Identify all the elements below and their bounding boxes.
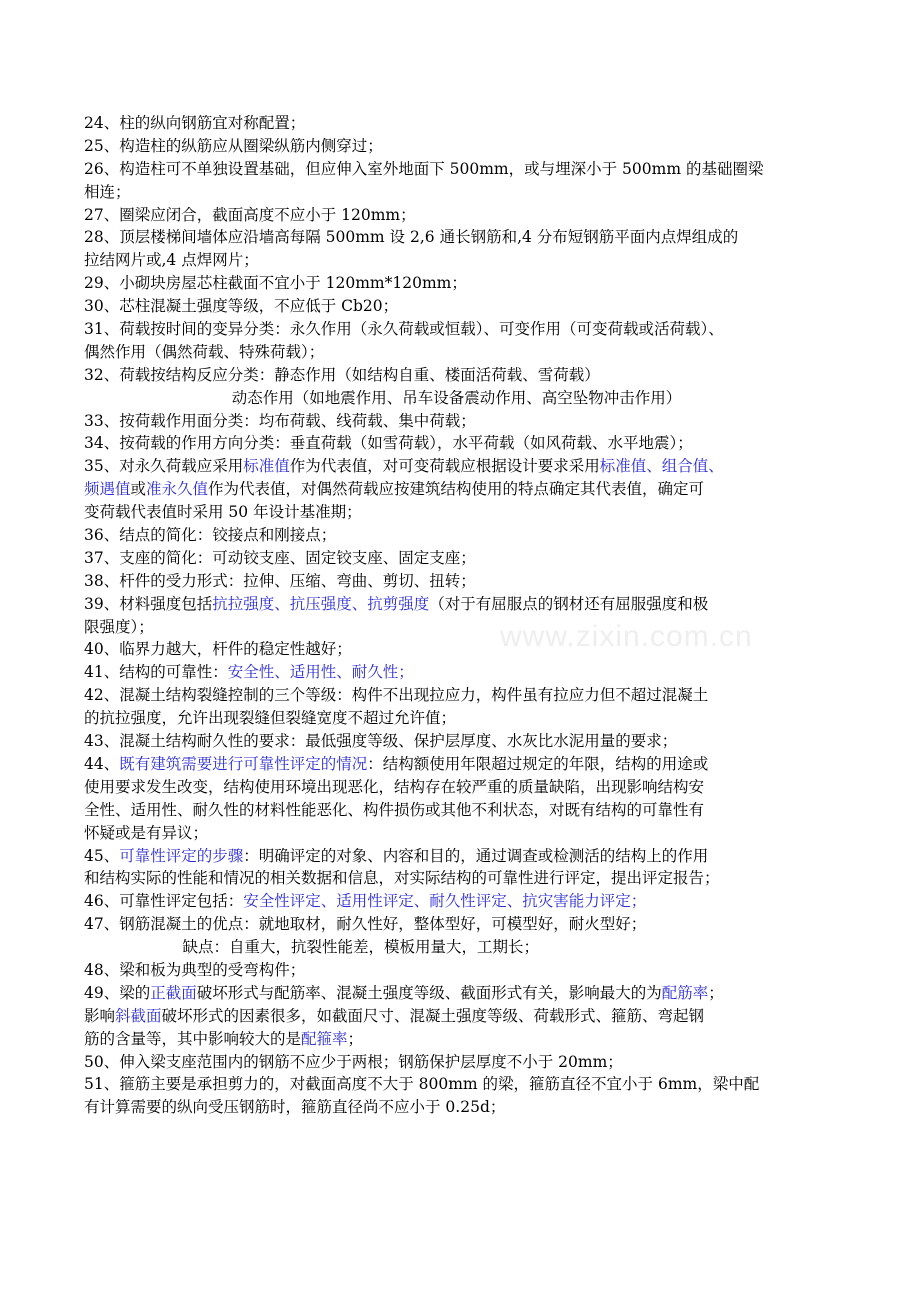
text-line <box>84 226 844 249</box>
text-segment: ：明确评定的对象、内容和目的，通过调查或检测活的结构上的作用 <box>243 846 709 865</box>
text-line <box>84 547 844 570</box>
text-line <box>84 959 844 982</box>
text-segment: 筋的含量等，其中影响较大的是 <box>84 1029 302 1048</box>
text-segment: 35、对永久荷载应采用 <box>84 457 244 476</box>
text-segment: 全性、适用性、耐久性的材料性能恶化、构件损伤或其他不利状态，对既有结构的可靠性有 <box>84 800 705 819</box>
text-line <box>84 913 844 936</box>
highlighted-text: 既有建筑需要进行可靠性评定的情况 <box>119 754 368 773</box>
text-segment: 和结构实际的性能和情况的相关数据和信息，对实际结构的可靠性进行评定，提出评定报告； <box>84 869 720 888</box>
text-segment: 51、箍筋主要是承担剪力的，对截面高度不大于 800mm 的梁，箍筋直径不宜小于 6mm，梁中配 <box>84 1075 760 1094</box>
text-line <box>84 638 844 661</box>
text-line <box>84 318 844 341</box>
text-segment: 27、圈梁应闭合，截面高度不应小于 120mm； <box>84 205 416 224</box>
highlighted-text: 配箍率 <box>301 1029 348 1048</box>
text-segment: 28、顶层楼梯间墙体应沿墙高每隔 500mm 设 2,6 通长钢筋和,4 分布短钢筋平面内点焊组成的 <box>84 228 739 247</box>
text-line <box>84 387 844 410</box>
text-line <box>84 661 844 684</box>
text-line <box>84 158 844 181</box>
text-line <box>84 181 844 204</box>
text-segment: 26、构造柱可不单独设置基础，但应伸入室外地面下 500mm，或与埋深小于 500mm 的基础圈梁 <box>84 159 764 178</box>
text-segment: 怀疑或是有异议； <box>84 823 209 842</box>
text-line <box>84 249 844 272</box>
text-segment: 有计算需要的纵向受压钢筋时，箍筋直径尚不应小于 0.25d； <box>84 1098 506 1117</box>
highlighted-text: 抗拉强度、抗压强度、抗剪强度 <box>212 594 430 613</box>
text-line <box>84 730 844 753</box>
text-line <box>84 455 844 478</box>
text-segment: ； <box>708 983 724 1002</box>
text-segment: 33、按荷载作用面分类：均布荷载、线荷载、集中荷载； <box>84 411 476 430</box>
highlighted-text: 安全性、适用性、耐久性； <box>227 663 414 682</box>
highlighted-text: 正截面 <box>150 983 197 1002</box>
text-segment: 48、梁和板为典型的受弯构件； <box>84 960 306 979</box>
text-line <box>84 1005 844 1028</box>
text-segment: 作为代表值，对可变荷载应根据设计要求采用 <box>289 457 600 476</box>
highlighted-text: 频遇值 <box>84 480 131 499</box>
text-line <box>84 753 844 776</box>
text-line <box>84 845 844 868</box>
highlighted-text: 标准值 <box>243 457 290 476</box>
text-line <box>84 135 844 158</box>
text-line <box>84 593 844 616</box>
text-segment: 变荷载代表值时采用 50 年设计基准期； <box>84 503 362 522</box>
highlighted-text: 准永久值 <box>146 480 209 499</box>
text-segment: 缺点：自重大，抗裂性能差，模板用量大，工期长； <box>84 938 540 957</box>
text-segment: （对于有屈服点的钢材还有屈服强度和极 <box>429 594 709 613</box>
text-segment: 影响 <box>84 1006 116 1025</box>
text-segment: 38、杆件的受力形式：拉伸、压缩、弯曲、剪切、扭转； <box>84 571 476 590</box>
text-segment: 44、 <box>84 754 120 773</box>
text-segment: 46、可靠性评定包括： <box>84 892 244 911</box>
text-segment: 41、结构的可靠性： <box>84 663 228 682</box>
text-segment: 45、 <box>84 846 120 865</box>
text-segment: 32、荷载按结构反应分类：静态作用（如结构自重、楼面活荷载、雪荷载） <box>84 365 600 384</box>
text-line <box>84 1073 844 1096</box>
text-line <box>84 478 844 501</box>
text-segment: 42、混凝土结构裂缝控制的三个等级：构件不出现拉应力，构件虽有拉应力但不超过混凝土 <box>84 686 709 705</box>
text-line <box>84 867 844 890</box>
text-line <box>84 341 844 364</box>
text-segment: 偶然作用（偶然荷载、特殊荷载）； <box>84 342 325 361</box>
text-line <box>84 936 844 959</box>
text-segment: 动态作用（如地震作用、吊车设备震动作用、高空坠物冲击作用） <box>84 388 682 407</box>
text-segment: 限强度）； <box>84 617 154 636</box>
text-line <box>84 112 844 135</box>
text-line <box>84 432 844 455</box>
text-line <box>84 1028 844 1051</box>
text-segment: 34、按荷载的作用方向分类：垂直荷载（如雪荷载），水平荷载（如风荷载、水平地震）； <box>84 434 693 453</box>
highlighted-text: 安全性评定、适用性评定、耐久性评定、抗灾害能力评定； <box>243 892 647 911</box>
text-segment: 25、构造柱的纵筋应从圈梁纵筋内侧穿过； <box>84 136 383 155</box>
text-segment: 39、材料强度包括 <box>84 594 213 613</box>
text-segment: 40、临界力越大，杆件的稳定性越好； <box>84 640 352 659</box>
text-line <box>84 890 844 913</box>
highlighted-text: 标准值、组合值、 <box>599 457 724 476</box>
text-segment: 30、芯柱混凝土强度等级，不应低于 Cb20； <box>84 297 399 316</box>
text-segment: 破坏形式与配筋率、混凝土强度等级、截面形式有关，影响最大的为 <box>196 983 662 1002</box>
text-segment: 50、伸入梁支座范围内的钢筋不应少于两根；钢筋保护层厚度不小于 20mm； <box>84 1052 623 1071</box>
text-line <box>84 410 844 433</box>
text-segment: 29、小砌块房屋芯柱截面不宜小于 120mm*120mm； <box>84 274 467 293</box>
text-line <box>84 616 844 639</box>
text-segment: 43、混凝土结构耐久性的要求：最低强度等级、保护层厚度、水灰比水泥用量的要求； <box>84 732 678 751</box>
text-segment: 相连； <box>84 182 131 201</box>
text-segment: 或 <box>130 480 147 499</box>
text-segment: 36、结点的简化：铰接点和刚接点； <box>84 526 337 545</box>
text-segment: 49、梁的 <box>84 983 151 1002</box>
text-line <box>84 570 844 593</box>
highlighted-text: 可靠性评定的步骤 <box>119 846 244 865</box>
text-line <box>84 1051 844 1074</box>
text-line <box>84 364 844 387</box>
highlighted-text: 斜截面 <box>115 1006 162 1025</box>
text-line <box>84 501 844 524</box>
highlighted-text: 配筋率 <box>661 983 709 1002</box>
text-line <box>84 684 844 707</box>
text-line <box>84 982 844 1005</box>
text-segment: 31、荷载按时间的变异分类：永久作用（永久荷载或恒载）、可变作用（可变荷载或活荷载）、 <box>84 320 724 339</box>
text-line <box>84 1096 844 1119</box>
text-segment: 使用要求发生改变，结构使用环境出现恶化，结构存在较严重的质量缺陷，出现影响结构安 <box>84 777 705 796</box>
text-segment: 24、柱的纵向钢筋宜对称配置； <box>84 114 306 132</box>
text-line <box>84 295 844 318</box>
text-segment: ； <box>347 1029 364 1048</box>
text-segment: 37、支座的简化：可动铰支座、固定铰支座、固定支座； <box>84 548 476 567</box>
document-body <box>84 112 844 1119</box>
text-line <box>84 204 844 227</box>
text-line <box>84 799 844 822</box>
text-segment: ：结构额使用年限超过规定的年限，结构的用途或 <box>367 754 709 773</box>
text-segment: 47、钢筋混凝土的优点：就地取材，耐久性好，整体型好，可模型好，耐火型好； <box>84 915 647 934</box>
text-line <box>84 776 844 799</box>
text-line <box>84 524 844 547</box>
watermark: www.zixin.com.cn <box>500 620 753 653</box>
text-segment: 的抗拉强度，允许出现裂缝但裂缝宽度不超过允许值； <box>84 709 457 728</box>
text-segment: 破坏形式的因素很多，如截面尺寸、混凝土强度等级、荷载形式、箍筋、弯起钢 <box>161 1006 705 1025</box>
text-line <box>84 707 844 730</box>
text-line <box>84 822 844 845</box>
text-segment: 拉结网片或,4 点焊网片； <box>84 251 259 270</box>
text-line <box>84 272 844 295</box>
text-segment: 作为代表值，对偶然荷载应按建筑结构使用的特点确定其代表值，确定可 <box>208 480 705 499</box>
